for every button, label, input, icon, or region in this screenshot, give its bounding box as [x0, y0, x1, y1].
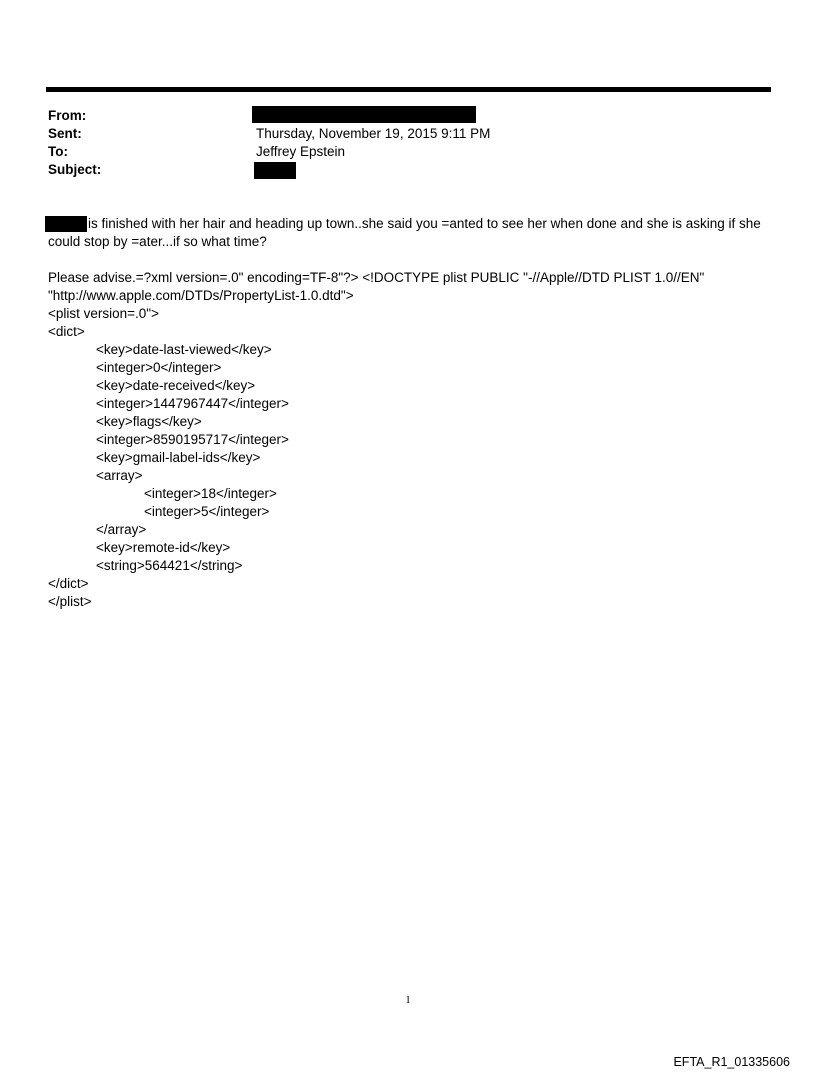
body-line-12: <integer>8590195717</integer> [96, 432, 289, 447]
body-line-3: Please advise.=?xml version=.0" encoding=TF-8"?> <!DOCTYPE plist PUBLIC "-//Apple//DTD PLIST 1.0//EN" [48, 270, 705, 285]
body-line-13: <key>gmail-label-ids</key> [96, 450, 261, 465]
body-line-21: </plist> [48, 594, 92, 609]
to-value: Jeffrey Epstein [256, 144, 346, 159]
to-label: To: [48, 144, 68, 159]
subject-row [48, 161, 768, 179]
body-line-18: <key>remote-id</key> [96, 540, 231, 555]
body-line-7: <key>date-last-viewed</key> [96, 342, 272, 357]
from-label: From: [48, 108, 87, 123]
body-line-9: <key>date-received</key> [96, 378, 256, 393]
body-line-11: <key>flags</key> [96, 414, 202, 429]
body-line-19: <string>564421</string> [96, 558, 243, 573]
body-line-20: </dict> [48, 576, 89, 591]
body-line-16: <integer>5</integer> [144, 504, 270, 519]
document-id: EFTA_R1_01335606 [673, 1055, 790, 1069]
sent-value: Thursday, November 19, 2015 9:11 PM [256, 126, 491, 141]
body-line-10: <integer>1447967447</integer> [96, 396, 289, 411]
page-number: 1 [405, 994, 411, 1006]
body-line-4: "http://www.apple.com/DTDs/PropertyList-1.0.dtd"> [48, 288, 354, 303]
body-line-15: <integer>18</integer> [144, 486, 277, 501]
sent-label: Sent: [48, 126, 82, 141]
body-line-8: <integer>0</integer> [96, 360, 222, 375]
from-redaction [252, 106, 476, 123]
body-line-6: <dict> [48, 324, 85, 339]
header-divider [46, 87, 771, 92]
to-row [48, 143, 768, 161]
body-line-14: <array> [96, 468, 143, 483]
subject-redaction [254, 162, 296, 179]
body-line-1: is finished with her hair and heading up town..she said you =anted to see her when done and she is asking if she [88, 216, 761, 231]
subject-label: Subject: [48, 162, 102, 177]
body-line-17: </array> [96, 522, 147, 537]
sent-row [48, 125, 768, 143]
body-line-5: <plist version=.0"> [48, 306, 159, 321]
name-redaction [45, 216, 87, 232]
body-line-2: could stop by =ater...if so what time? [48, 234, 267, 249]
